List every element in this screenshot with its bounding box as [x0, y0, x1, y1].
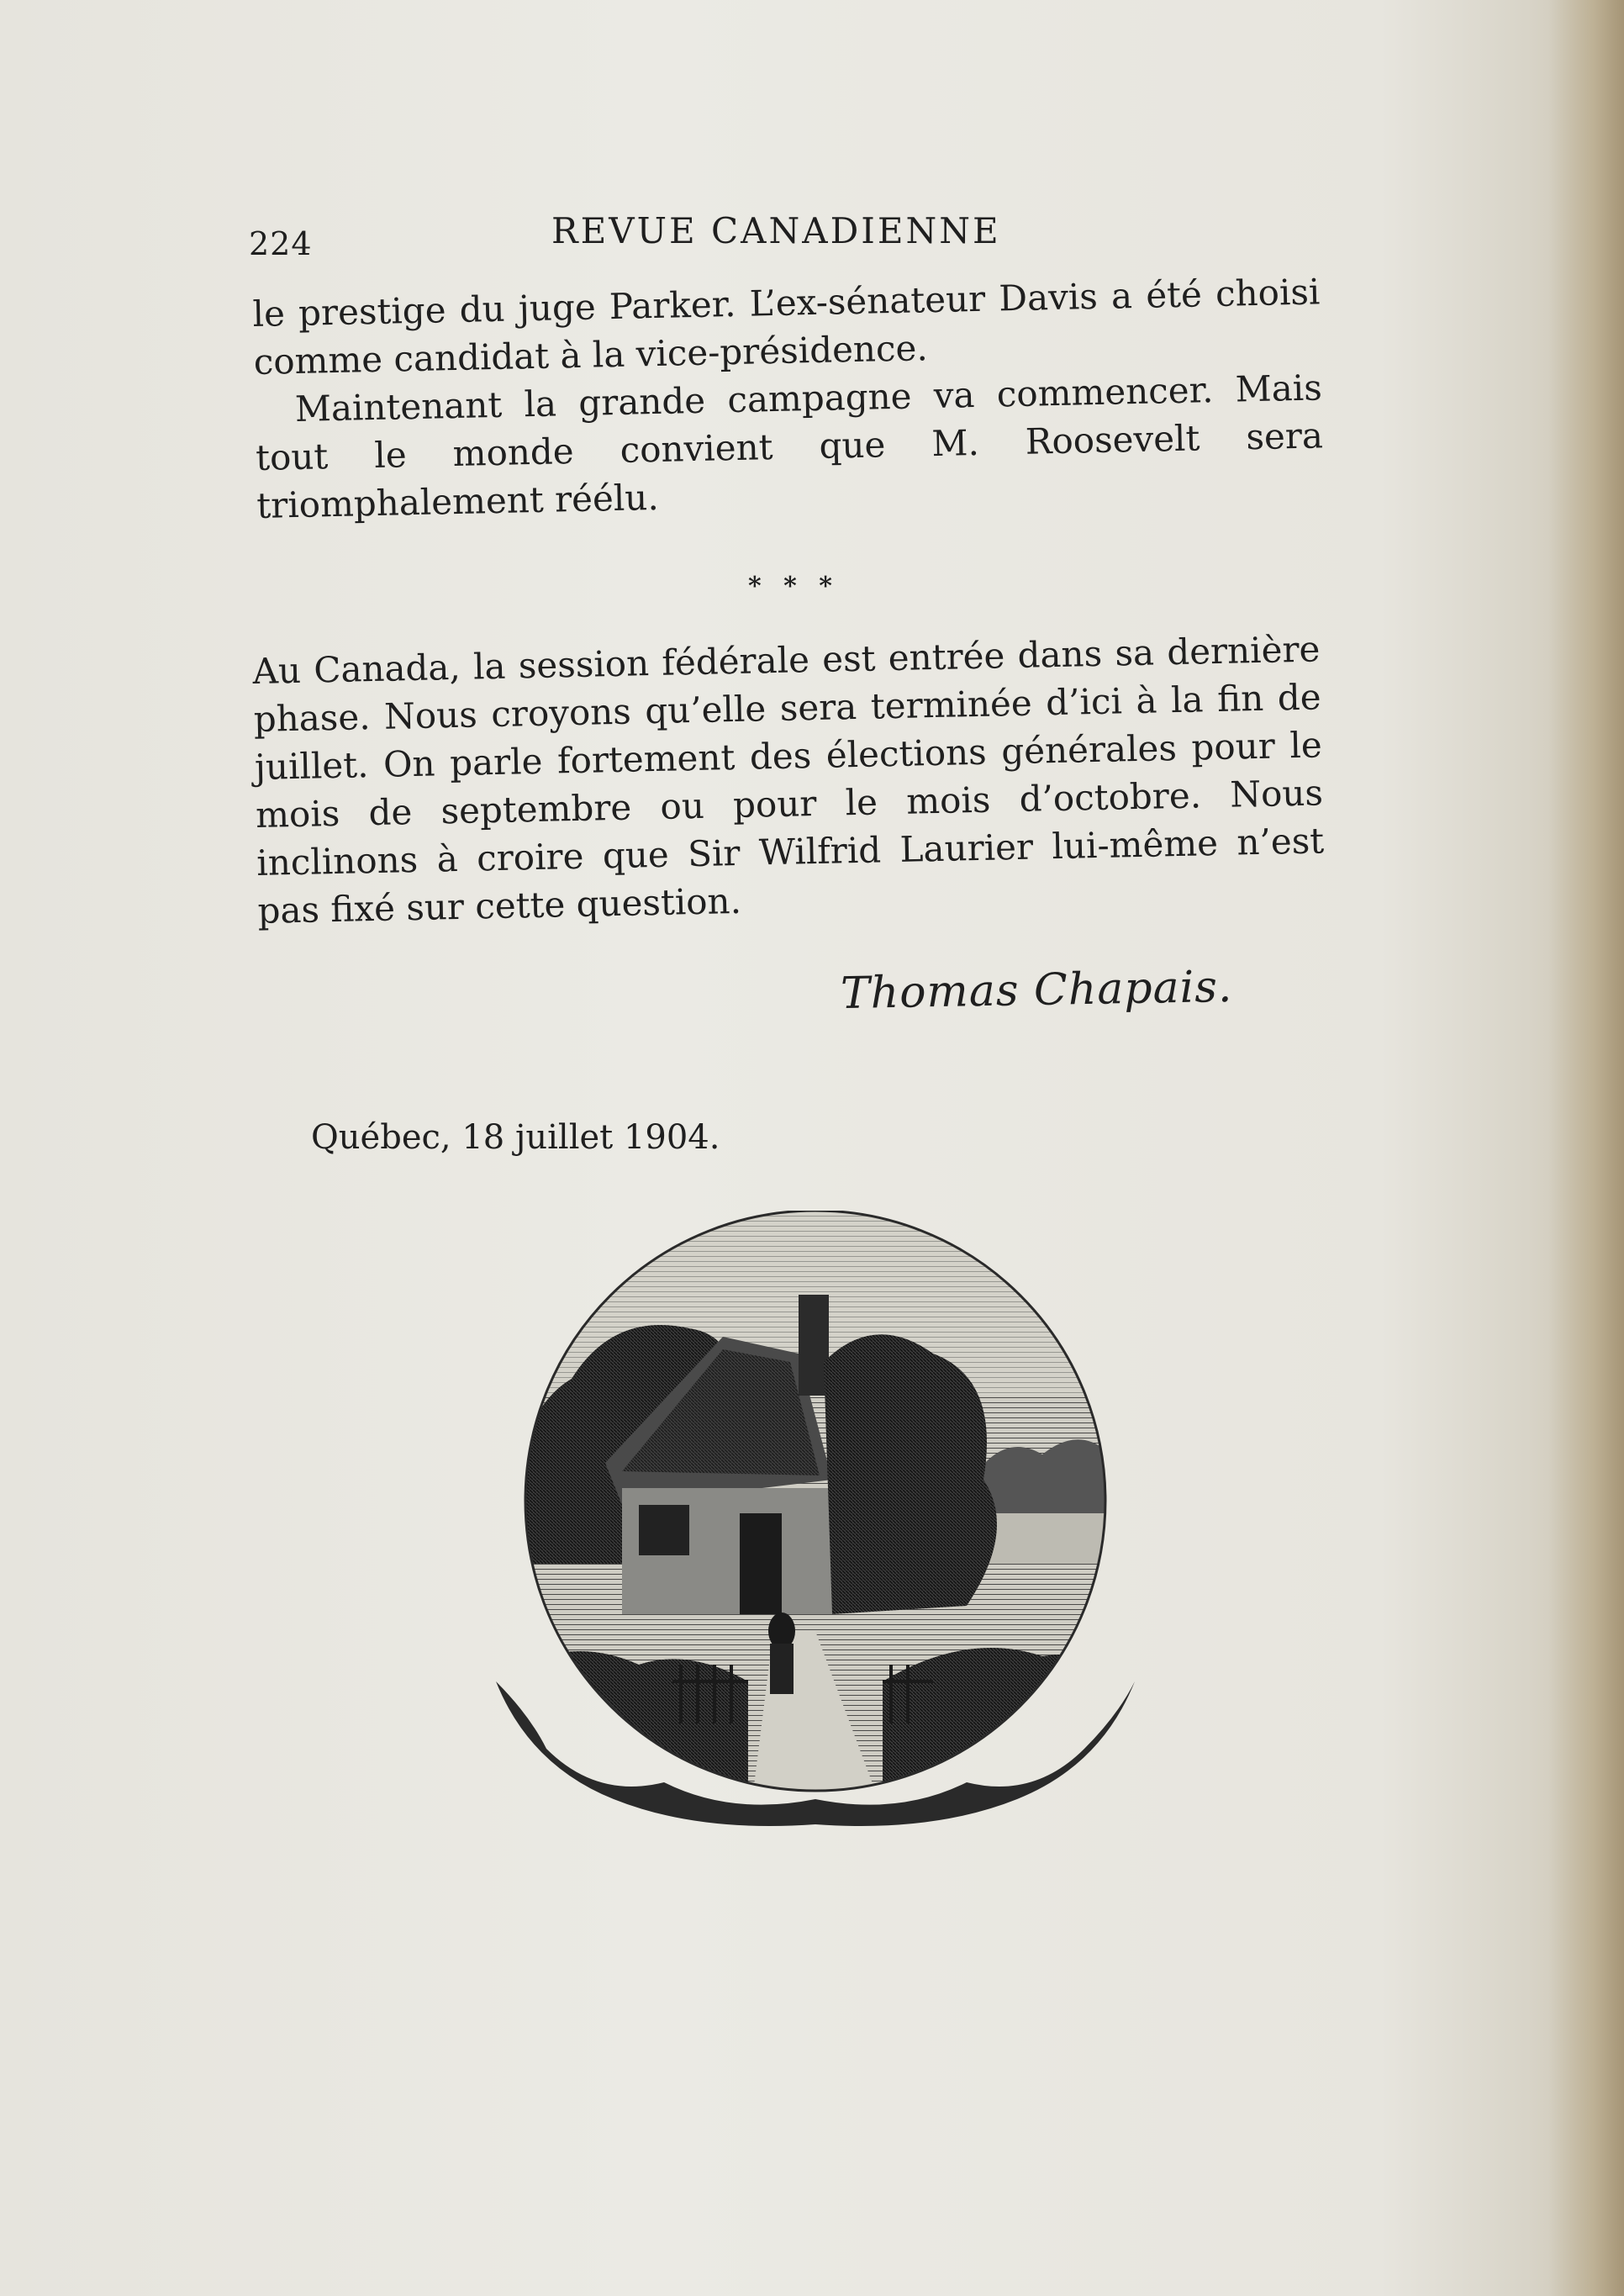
paragraph: le prestige du juge Parker. L’ex-sénateur Davis a été choisi comme candidat à la vice-présidence. — [252, 271, 1321, 383]
section-separator: * * * — [748, 572, 839, 601]
author-signature: Thomas Chapais. — [840, 961, 1233, 1020]
page-header — [249, 210, 1316, 261]
text-block-top — [252, 267, 1325, 530]
paragraph: Maintenant la grande campagne va commencer. Mais tout le monde convient que M. Roosevelt sera triomphalement réélu. — [255, 367, 1324, 526]
running-title: REVUE CANADIENNE — [551, 210, 1001, 251]
dateline: Québec, 18 juillet 1904. — [311, 1118, 720, 1157]
text-block-bottom — [252, 625, 1326, 935]
page-number: 224 — [249, 225, 313, 262]
binding-shadow — [1548, 0, 1624, 2296]
cottage-vignette-illustration — [496, 1211, 1135, 1833]
paragraph: Au Canada, la session fédérale est entrée dans sa dernière phase. Nous croyons qu’elle sera terminée d’ici à la fin de juillet. On parle fortement des élections générales pour le mois de septembre ou pour le mois d’octobre. Nous inclinons à croire que Sir Wilfrid Laurier lui-même n’est pas fixé sur cette question. — [252, 628, 1325, 932]
